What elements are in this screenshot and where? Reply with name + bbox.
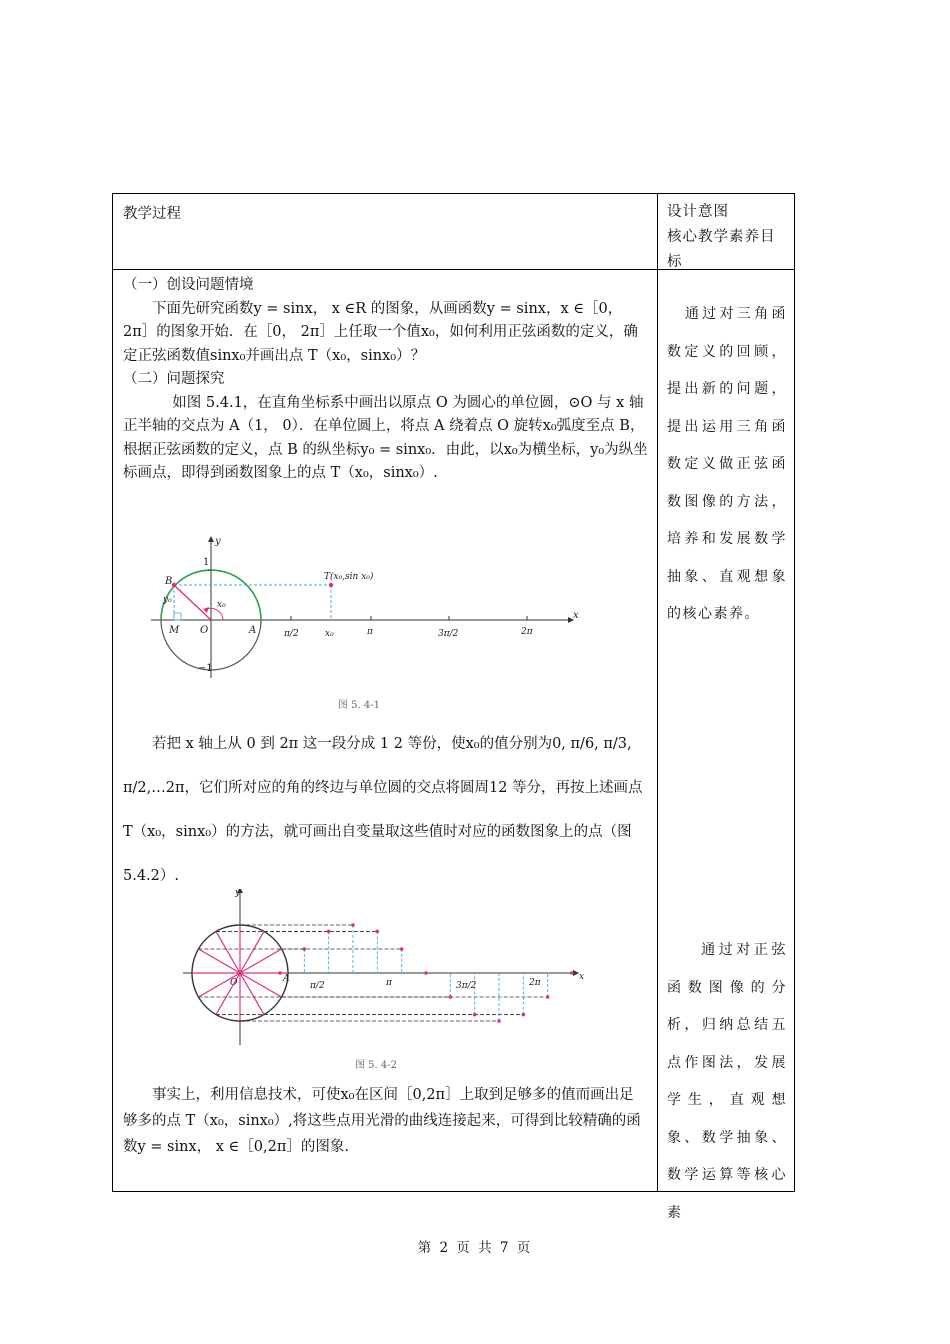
- fig2-tick-pi-half: π/2: [310, 981, 325, 991]
- fig2-A-label: A: [283, 974, 290, 984]
- fig1-B-label: B: [165, 576, 173, 587]
- fig2-tick-pi: π: [386, 978, 392, 988]
- fig2-spoke: [216, 931, 240, 973]
- sidebar-note-2: 通过对正弦函数图像的分析，归纳总结五点作图法，发展学生，直观想象、数学抽象、数学运算等核心素: [667, 942, 787, 1221]
- fig2-point: [278, 971, 282, 975]
- paragraph-3-block: [123, 722, 648, 898]
- header-teaching-process: 教学过程: [123, 206, 181, 222]
- fig1-tick-2pi: 2π: [521, 627, 533, 637]
- fig2-tick-2pi: 2π: [529, 978, 541, 988]
- fig2-point: [449, 995, 453, 999]
- section1-title: （一）创设问题情境: [123, 277, 254, 293]
- figure-5-4-1: [143, 534, 583, 684]
- fig1-tick-x0: x₀: [325, 629, 334, 639]
- fig1-y-label: y: [215, 536, 221, 547]
- fig2-point: [473, 1013, 477, 1017]
- fig1-neg-one-label: −1: [198, 663, 213, 674]
- paragraph-3: 若把 x 轴上从 0 到 2π 这一段分成 1 2 等份，使x₀的值分别为0, π/6, π/3, π/2,…2π，它们所对应的角的终边与单位圆的交点将圆周12 等分，再按上述画点 T（x₀，sinx₀）的方法，就可画出自变量取这些值时对应的函数图象上的点（图 5.4.2）.: [123, 736, 643, 884]
- paragraph-4-block: [123, 1082, 648, 1160]
- fig1-M-label: M: [169, 625, 180, 636]
- figure2-caption: 图 5. 4-2: [355, 1060, 398, 1071]
- fig2-point: [303, 947, 307, 951]
- fig2-point: [522, 1013, 526, 1017]
- fig2-x-label: x: [579, 972, 585, 982]
- fig1-x-label: x: [573, 610, 579, 621]
- page-footer: 第 2 页 共 7 页: [417, 1240, 533, 1256]
- fig1-tick-pi-half: π/2: [284, 629, 299, 639]
- fig2-point: [497, 1019, 501, 1023]
- fig2-point: [400, 947, 404, 951]
- table-column-divider: [657, 194, 658, 1191]
- header-design-intent: 设计意图 核心教学素养目标: [667, 204, 776, 270]
- fig2-point: [546, 995, 550, 999]
- figure-5-4-2: [183, 889, 603, 1049]
- fig1-A-label: A: [249, 625, 257, 636]
- fig2-y-label: y: [235, 889, 241, 898]
- fig1-x0-angle-label: x₀: [217, 600, 226, 610]
- paragraph-1: 下面先研究函数y = sinx， x ∈R 的图象，从画函数y = sinx，x ∈［0， 2π］的图象开始．在［0， 2π］上任取一个值x₀，如何利用正弦函数的定义，确定正弦函数值sinx₀并画出点 T（x₀，sinx₀）？: [123, 300, 638, 364]
- figure1-caption: 图 5. 4-1: [338, 700, 381, 711]
- fig1-tick-3pi-half: 3π/2: [438, 629, 459, 639]
- section1: [123, 274, 648, 486]
- fig2-tick-3pi-half: 3π/2: [456, 981, 477, 991]
- fig1-y0-label: y₀: [163, 595, 172, 605]
- fig2-point: [424, 971, 428, 975]
- paragraph-2: 如图 5.4.1，在直角坐标系中画出以原点 O 为圆心的单位圆，⊙O 与 x 轴正半轴的交点为 A（1， 0）．在单位圆上，将点 A 绕着点 O 旋转x₀弧度至点 B，根据正弦函数的定义，点 B 的纵坐标y₀ = sinx₀．由此，以x₀为横坐标，y₀为纵坐标画点，即得到函数图象上的点 T（x₀，sinx₀）.: [123, 394, 648, 481]
- fig2-point: [327, 930, 331, 934]
- fig1-T-label: T(x₀,sin x₀): [324, 572, 374, 582]
- section2-title: （二）问题探究: [123, 371, 225, 387]
- fig1-one-label: 1: [203, 557, 210, 568]
- fig2-point: [351, 923, 355, 927]
- fig2-spoke: [240, 973, 264, 1015]
- lesson-table: [112, 193, 795, 1221]
- paragraph-4: 事实上，利用信息技术，可使x₀在区间［0,2π］上取到足够多的值而画出足够多的点 T（x₀，sinx₀）,将这些点用光滑的曲线连接起来，可得到比较精确的函数y = sinx， x ∈［0,2π］的图象.: [123, 1087, 641, 1155]
- fig2-spoke: [240, 931, 264, 973]
- fig2-O-label: O: [230, 978, 238, 988]
- fig1-tick-pi: π: [367, 627, 373, 637]
- fig2-point: [570, 971, 574, 975]
- fig1-O-label: O: [200, 625, 209, 636]
- fig2-point: [376, 930, 380, 934]
- sidebar-note-1: 通过对三角函数定义的回顾，提出新的问题，提出运用三角函数定义做正弦函数图像的方法，培养和发展数学抽象、直观想象的核心素养。: [667, 306, 787, 622]
